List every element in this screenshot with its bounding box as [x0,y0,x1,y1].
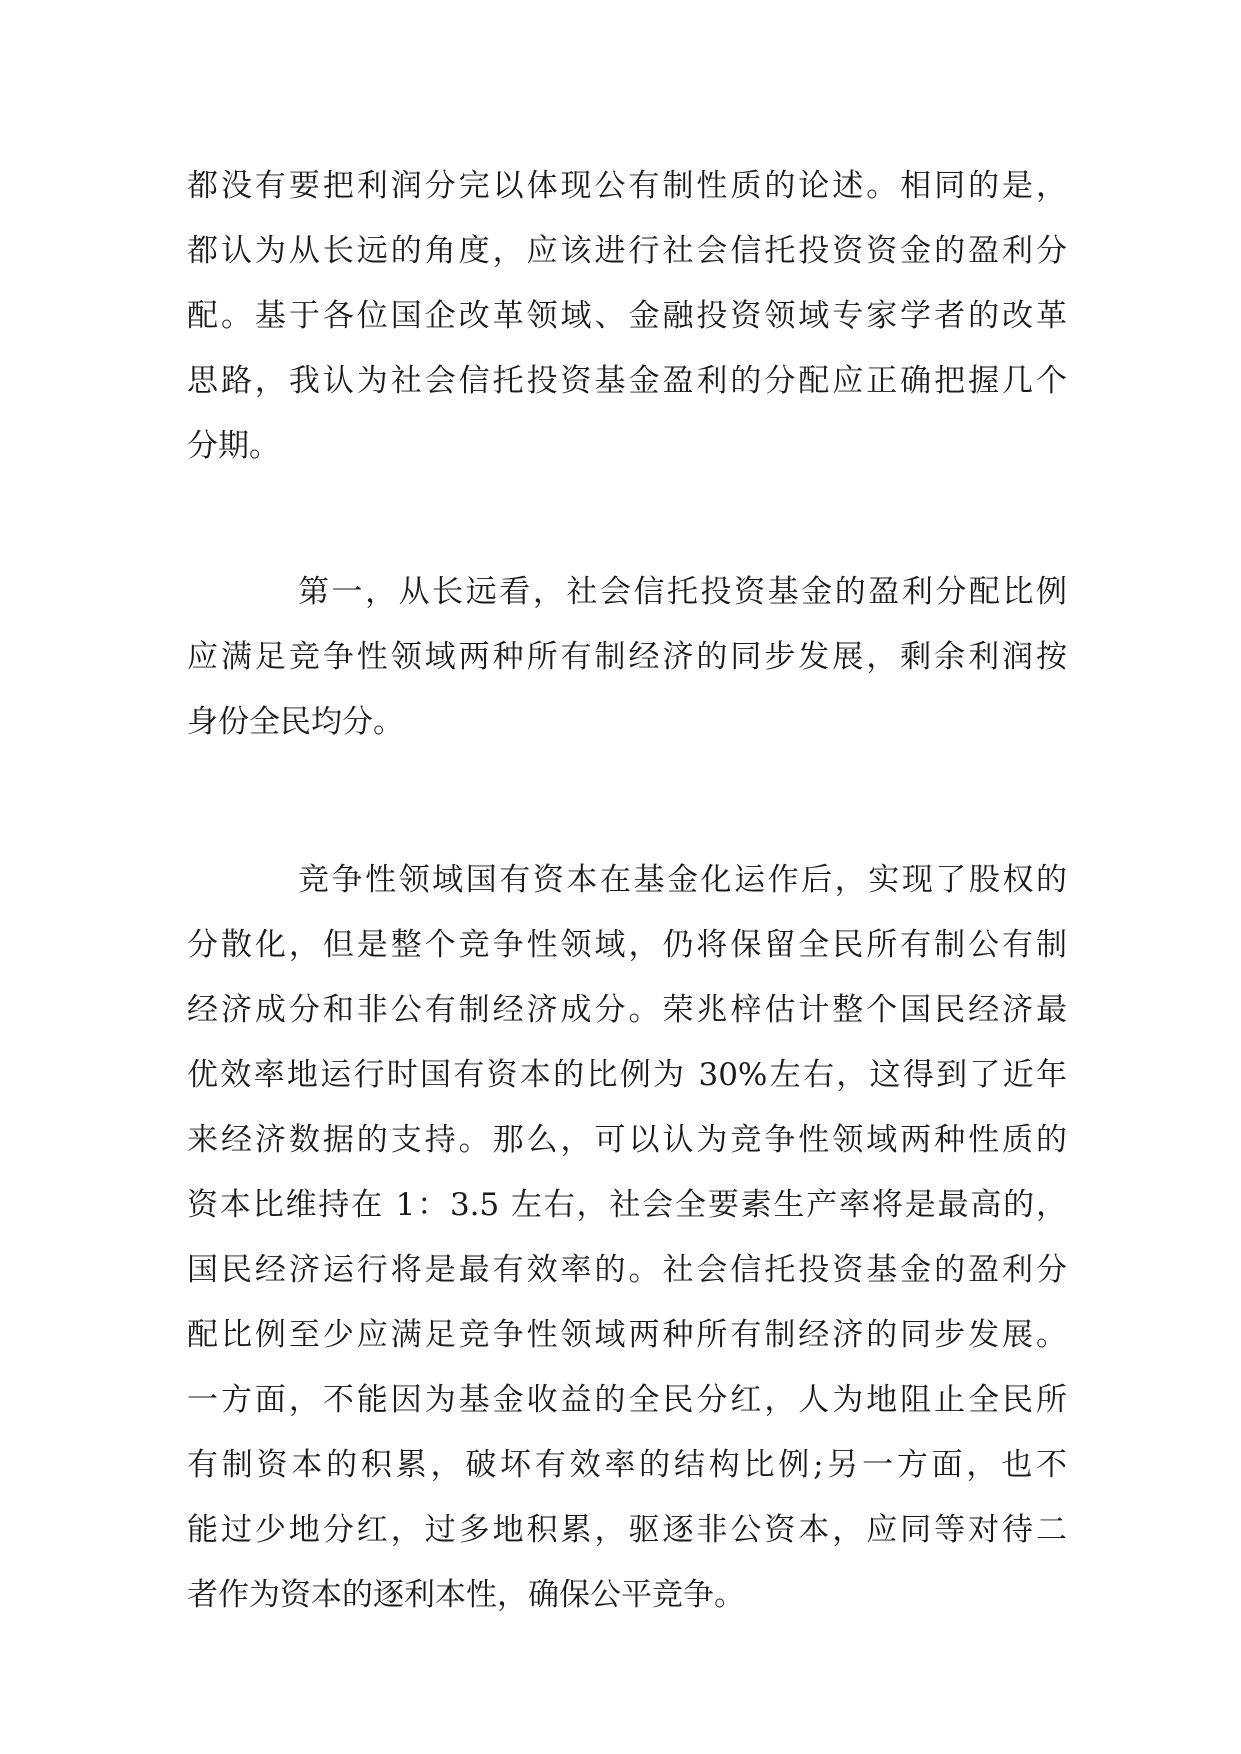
text-line: 者作为资本的逐利本性，确保公平竞争。 [187,1577,745,1613]
text-line: 竞争性领域国有资本在基金化运作后，实现了股权的 [298,862,1067,898]
paragraph-competitive-sector [187,848,1067,1628]
text-line: 分散化，但是整个竞争性领域，仍将保留全民所有制公有制 [187,927,1067,963]
text-line: 应满足竞争性领域两种所有制经济的同步发展，剩余利润按 [187,639,1067,675]
text-line: 有制资本的积累，破坏有效率的结构比例;另一方面，也不 [187,1447,1067,1483]
text-line: 一方面，不能因为基金收益的全民分红，人为地阻止全民所 [187,1382,1067,1418]
text-line: 分期。 [187,428,280,464]
text-line: 来经济数据的支持。那么，可以认为竞争性领域两种性质的 [187,1122,1067,1158]
text-line: 身份全民均分。 [187,704,404,740]
text-line: 都没有要把利润分完以体现公有制性质的论述。相同的是， [187,168,1067,204]
paragraph-first-point [187,560,1067,755]
text-line: 经济成分和非公有制经济成分。荣兆梓估计整个国民经济最 [187,992,1067,1028]
text-line: 资本比维持在 1：3.5 左右，社会全要素生产率将是最高的， [187,1187,1067,1223]
text-line: 配。基于各位国企改革领域、金融投资领域专家学者的改革 [187,298,1067,334]
text-line: 思路，我认为社会信托投资基金盈利的分配应正确把握几个 [187,363,1067,399]
paragraph-continuation [187,154,1067,479]
text-line: 优效率地运行时国有资本的比例为 30%左右，这得到了近年 [187,1057,1067,1093]
text-line: 都认为从长远的角度，应该进行社会信托投资资金的盈利分 [187,233,1067,269]
text-line: 国民经济运行将是最有效率的。社会信托投资基金的盈利分 [187,1252,1067,1288]
text-line: 第一，从长远看，社会信托投资基金的盈利分配比例 [298,574,1067,610]
text-line: 能过少地分红，过多地积累，驱逐非公资本，应同等对待二 [187,1512,1067,1548]
text-line: 配比例至少应满足竞争性领域两种所有制经济的同步发展。 [187,1317,1067,1353]
